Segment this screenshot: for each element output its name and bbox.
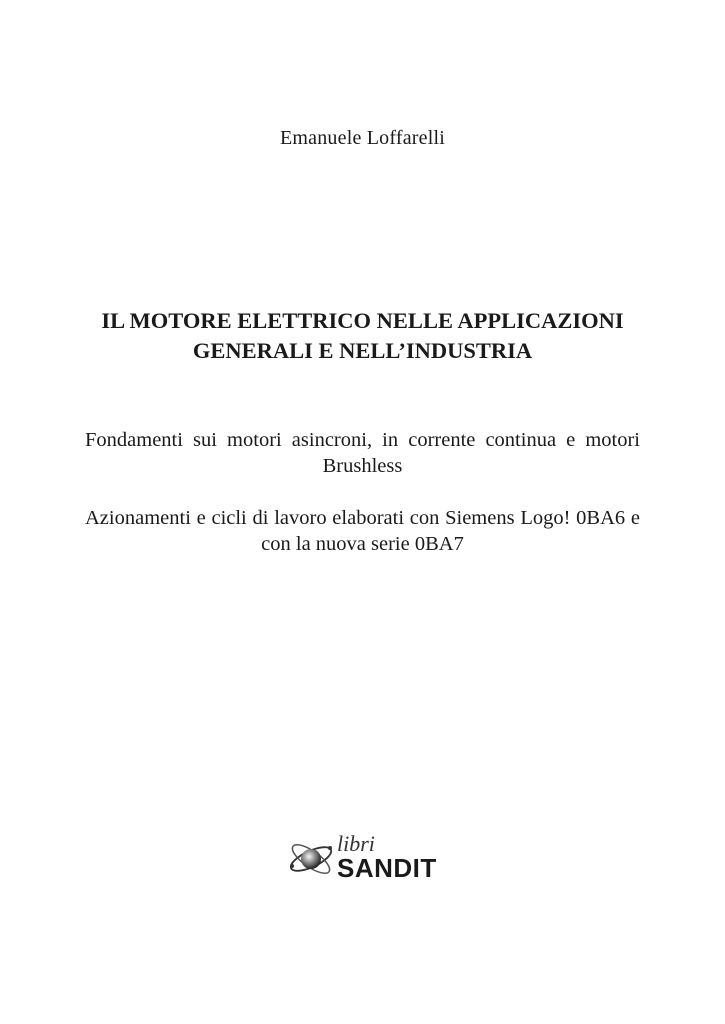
- title-line-1: IL MOTORE ELETTRICO NELLE APPLICAZIONI: [101, 308, 624, 333]
- atom-orbit-icon: [286, 828, 338, 888]
- publisher-logo: [286, 828, 446, 888]
- subtitle-fundamentals: Fondamenti sui motori asincroni, in corrente continua e motori Brushless: [85, 429, 640, 477]
- subtitle-drives: Azionamenti e cicli di lavoro elaborati con Siemens Logo! 0BA6 e con la nuova serie 0BA7: [85, 507, 640, 555]
- book-title: [60, 306, 665, 366]
- title-line-2: GENERALI E NELL’INDUSTRIA: [192, 338, 533, 363]
- logo-libri-text: libri: [337, 831, 375, 856]
- logo-sandit-text: SANDIT: [337, 853, 437, 883]
- author-name: Emanuele Loffarelli: [279, 127, 446, 149]
